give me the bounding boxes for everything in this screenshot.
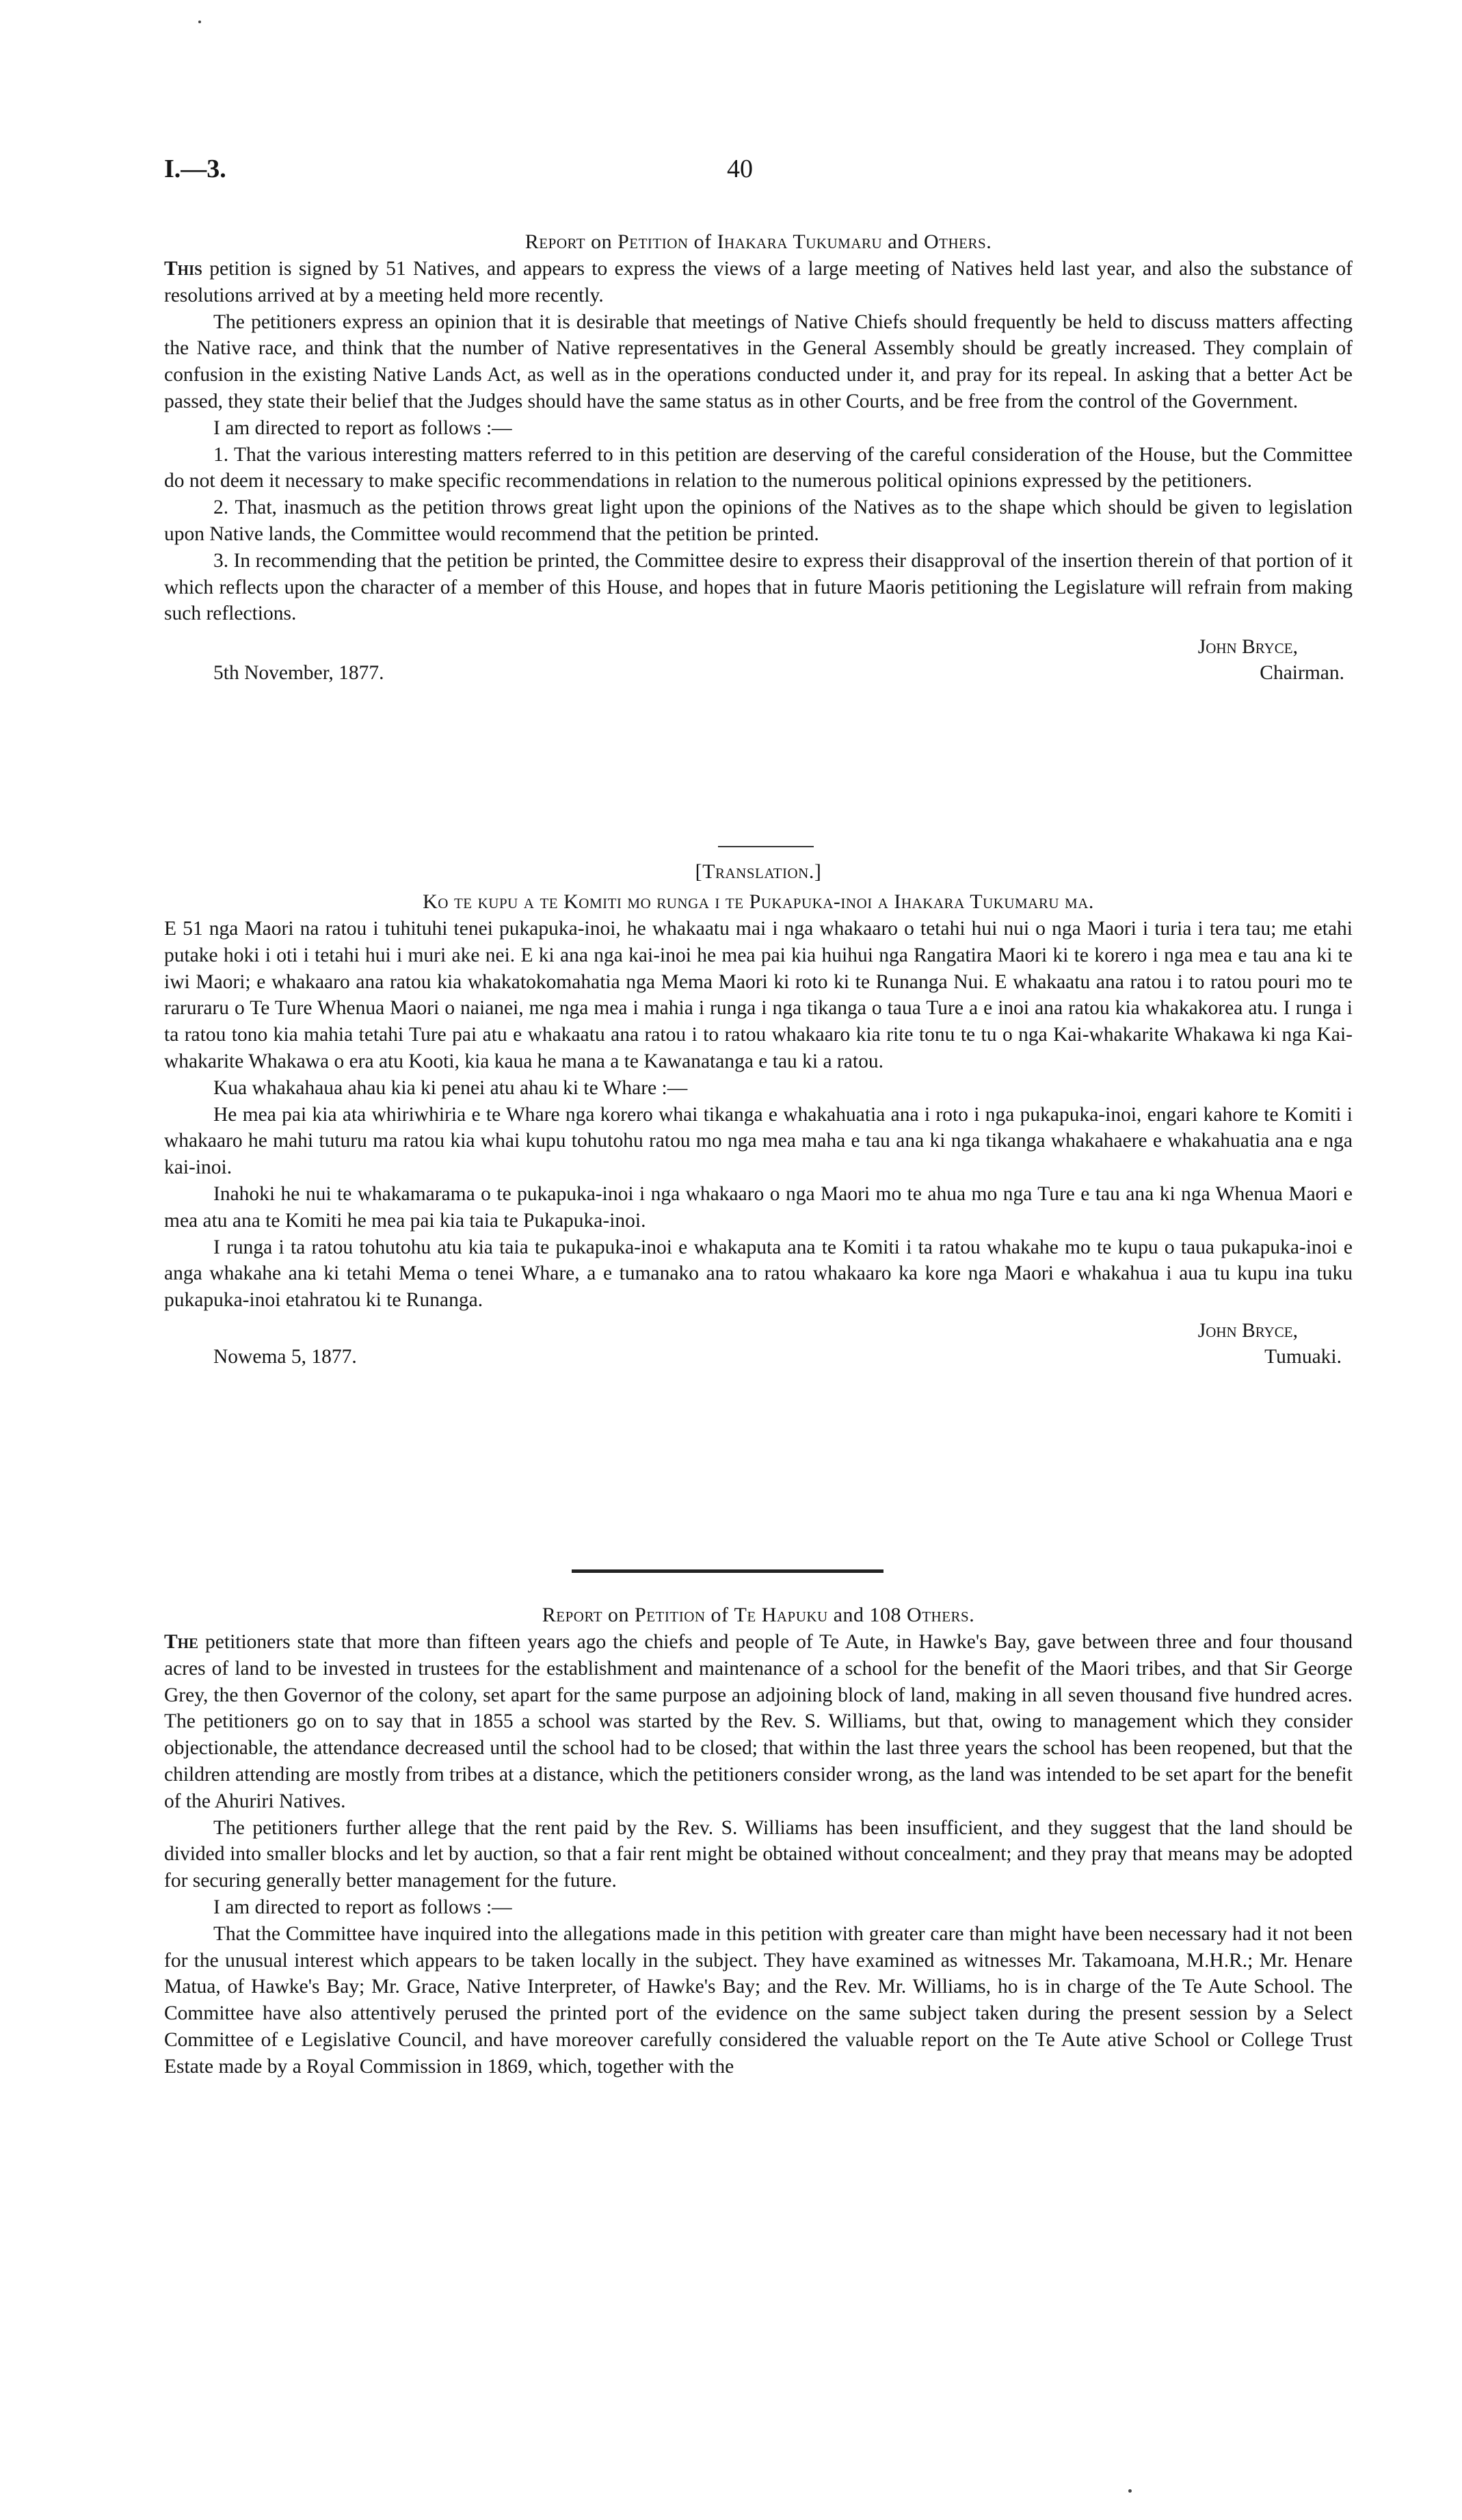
paragraph: Kua whakahaua ahau kia ki penei atu ahau ki te Whare :— xyxy=(213,1076,688,1099)
separator-rule xyxy=(718,846,814,847)
paragraph: The petitioners express an opinion that it is desirable that meetings of Native Chiefs should frequently be held to discuss matters affecting the Native race, and think that the number of Native representatives in the General Assembly should be greatly increased. They complain of confusion in the existing Native Lands Act, as well as in the operations conducted under it, and pray for its repeal. In asking that a better Act be passed, they state their belief that the Judges should have the same status as in other Courts, and be free from the control of the Government. xyxy=(164,310,1353,412)
paragraph: This petition is signed by 51 Natives, and appears to express the views of a large meeting of Natives held last year, and also the substance of resolutions arrived at by a meeting held more recently. xyxy=(164,258,1353,306)
date-row xyxy=(164,660,1353,686)
paragraph: The petitioners further allege that the rent paid by the Rev. S. Williams has been insufficient, and they suggest that the land should be divided into smaller blocks and let by auction, so that a fair rent might be obtained without concealment; and they pray that means may be adopted for securing generally better management for the future. xyxy=(164,1816,1353,1892)
translation-section xyxy=(164,858,1353,1370)
paragraph: E 51 nga Maori na ratou i tuhituhi tenei pukapuka-inoi, he whakaatu mai i nga whakaaro o tetahi hui nui o nga Maori i turia i tera tau; me etahi putake hoki i oti i tetahi hui i muri ake nei. E ki ana nga kai-inoi he mea pai kia huihui nga Rangatira Maori ki te korero i nga mea e tau ana ki te iwi Maori; e whakaaro ana ratou kia whakatokomahatia nga Mema Maori ki roto ki te Runanga Nui. E whakaatu ana ratou i to ratou pouri mo te raruraru o Te Ture Whenua Maori o naianei, me nga mea i mahia i runga i nga tikanga o taua Ture a e inoi ana ratou kia whakakorea atu. I runga i ta ratou tono kia mahia tetahi Ture pai atu e whakaatu ana ratou i to ratou whakaaro kia rite tonu te tu o nga Kai-whakarite Whakawa ki nga Kai-whakarite Whakawa o era atu Kooti, kia kaua he mana a te Kawanatanga e tau ki a ratou. xyxy=(164,918,1353,1072)
signature-block xyxy=(164,1318,1353,1344)
stray-mark xyxy=(1128,2489,1132,2493)
report-te-hapuku xyxy=(164,1602,1353,2080)
signatory: John Bryce, xyxy=(1197,1319,1298,1342)
report-title: Report on Petition of Te Hapuku and 108 Others. xyxy=(542,1604,975,1626)
date: 5th November, 1877. xyxy=(213,662,384,685)
page-number: 40 xyxy=(727,155,753,183)
paragraph: 3. In recommending that the petition be printed, the Committee desire to express their disapproval of the insertion therein of that portion of it which reflects upon the character of a member of this House, and hopes that in future Maoris petitioning the Legislature will refrain from making such reflections. xyxy=(164,549,1353,625)
report-ihakara-tukumaru xyxy=(164,228,1353,686)
signatory: John Bryce, xyxy=(1197,636,1298,659)
stray-mark xyxy=(198,21,201,23)
signatory-role: Tumuaki. xyxy=(1264,1345,1342,1368)
paragraph: 1. That the various interesting matters referred to in this petition are deserving of the careful consideration of the House, but the Committee do not deem it necessary to make specific recommendations in relation to the numerous political opinions expressed by the petitioners. xyxy=(164,443,1353,492)
date-row xyxy=(164,1344,1353,1370)
paragraph: He mea pai kia ata whiriwhiria e te Whare nga korero whai tikanga e whakahuatia ana i roto i nga pukapuka-inoi, engari kahore te Komiti i whakaaro he mahi tuturu ma ratou kia whai kupu tohutohu ratou mo nga mea maha e tau ana ki nga tikanga whakahaere e whakahuatia ana e nga kai-inoi. xyxy=(164,1103,1353,1179)
paragraph: I runga i ta ratou tohutohu atu kia taia te pukapuka-inoi e whakaputa ana te Komiti i ta ratou whakahe mo te kupu o taua pukapuka-inoi e anga whakahe ana ki tetahi Mema o tenei Whare, a e tumanako ana to ratou whakaaro ka kore nga Maori e whakahua i aua tu kupu ina tuku pukapuka-inoi etahratou ki te Runanga. xyxy=(164,1236,1353,1312)
section-divider xyxy=(572,1569,883,1573)
document-reference: I.—3. xyxy=(164,155,226,183)
report-title: Report on Petition of Ihakara Tukumaru and Others. xyxy=(524,230,992,253)
paragraph: I am directed to report as follows :— xyxy=(213,416,512,439)
paragraph: 2. That, inasmuch as the petition throws great light upon the opinions of the Natives as to the shape which should be given to legislation upon Native lands, the Committee would recommend that the petition be printed. xyxy=(164,496,1353,545)
date: Nowema 5, 1877. xyxy=(213,1345,357,1368)
signatory-role: Chairman. xyxy=(1260,662,1344,685)
paragraph: The petitioners state that more than fifteen years ago the chiefs and people of Te Aute, in Hawke's Bay, gave between three and four thousand acres of land to be invested in trustees for the establishment and maintenance of a school for the benefit of the Maori tribes, and that Sir George Grey, the then Governor of the colony, set apart for the same purpose an adjoining block of land, making in all seven thousand five hundred acres. The petitioners go on to say that in 1855 a school was started by the Rev. S. Williams, but that, owing to management which they consider objectionable, the attendance decreased until the school had to be closed; that within the last three years the school has been reopened, but that the children attending are mostly from tribes at a distance, which the petitioners consider wrong, as the land was intended to be set apart for the benefit of the Ahuriri Natives. xyxy=(164,1631,1353,1812)
translation-title: Ko te kupu a te Komiti mo runga i te Pukapuka-inoi a Ihakara Tukumaru ma. xyxy=(423,890,1094,913)
paragraph: That the Committee have inquired into the allegations made in this petition with greater care than might have been necessary had it not been for the unusual interest which appears to be taken locally in the subject. They have examined as witnesses Mr. Takamoana, M.H.R.; Mr. Henare Matua, of Hawke's Bay; Mr. Grace, Native Interpreter, of Hawke's Bay; and the Rev. Mr. Williams, ho is in charge of the Te Aute School. The Committee have also attentively perused the printed port of the evidence on the same subject taken during the present session by a Select Committee of e Legislative Council, and have moreover carefully considered the valuable report on the Te Aute ative School or College Trust Estate made by a Royal Commission in 1869, which, together with the xyxy=(164,1922,1353,2078)
translation-label: [Translation.] xyxy=(695,860,822,883)
signature-block xyxy=(164,634,1353,660)
paragraph: Inahoki he nui te whakamarama o te pukapuka-inoi i nga whakaaro o nga Maori mo te ahua mo nga Ture e tau ana ki nga Whenua Maori e mea atu ana te Komiti he mea pai kia taia te Pukapuka-inoi. xyxy=(164,1182,1353,1232)
paragraph: I am directed to report as follows :— xyxy=(213,1896,512,1918)
